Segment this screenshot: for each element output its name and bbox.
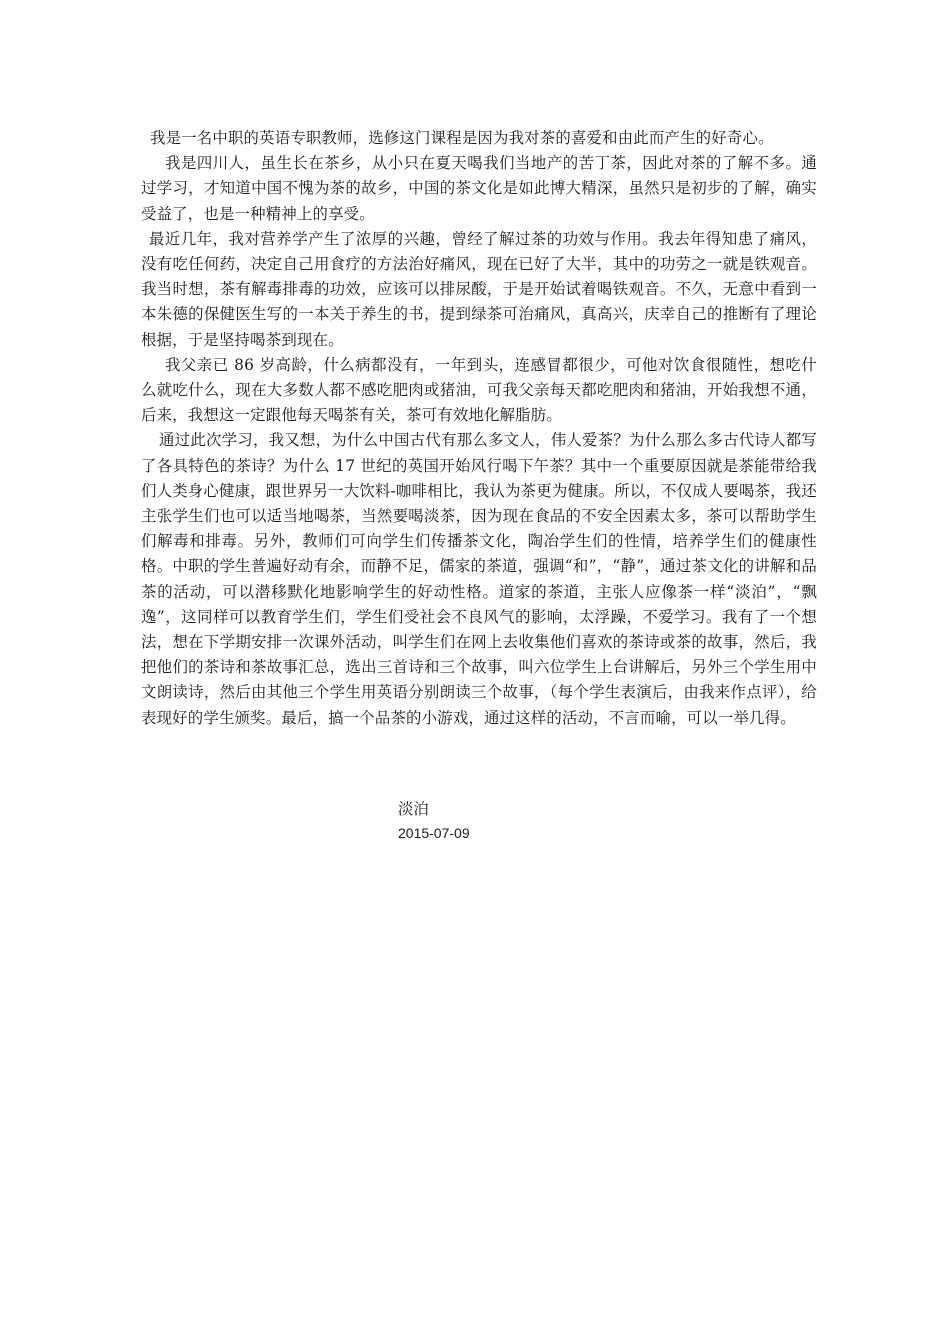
paragraph-2: 我是四川人，虽生长在茶乡，从小只在夏天喝我们当地产的苦丁茶，因此对茶的了解不多。通过学习，才知道中国不愧为茶的故乡，中国的茶文化是如此博大精深，虽然只是初步的了解，确实受益了，也是一种精神上的享受。 [141,154,817,223]
paragraph-3: 最近几年，我对营养学产生了浓厚的兴趣，曾经了解过茶的功效与作用。我去年得知患了痛风，没有吃任何药，决定自己用食疗的方法治好痛风，现在已好了大半，其中的功劳之一就是铁观音。我当时想，茶有解毒排毒的功效，应该可以排尿酸，于是开始试着喝铁观音。不久，无意中看到一本朱德的保健医生写的一本关于养生的书，提到绿茶可治痛风，真高兴，庆幸自己的推断有了理论根据，于是坚持喝茶到现在。 [141,229,817,349]
document-date: 2015-07-09 [398,825,470,841]
document-body [141,126,817,731]
author-signature: 淡泊 [398,800,429,818]
paragraph-5: 通过此次学习，我又想，为什么中国古代有那么多文人，伟人爱茶？为什么那么多古代诗人都写了各具特色的茶诗？为什么 17 世纪的英国开始风行喝下午茶？其中一个重要原因就是茶能带给我们人类身心健康，跟世界另一大饮料-咖啡相比，我认为茶更为健康。所以，不仅成人要喝茶，我还主张学生们也可以适当地喝茶，当然要喝淡茶，因为现在食品的不安全因素太多，茶可以帮助学生们解毒和排毒。另外，教师们可向学生们传播茶文化，陶冶学生们的性情，培养学生们的健康性格。中职的学生普遍好动有余，而静不足，儒家的茶道，强调“和”，“静”，通过茶文化的讲解和品茶的活动，可以潜移默化地影响学生的好动性格。道家的茶道，主张人应像茶一样“淡泊”，“飘逸”，这同样可以教育学生们，学生们受社会不良风气的影响，太浮躁，不爱学习。我有了一个想法，想在下学期安排一次课外活动，叫学生们在网上去收集他们喜欢的茶诗或茶的故事，然后，我把他们的茶诗和茶故事汇总，选出三首诗和三个故事，叫六位学生上台讲解后，另外三个学生用中文朗读诗，然后由其他三个学生用英语分别朗读三个故事，（每个学生表演后，由我来作点评），给表现好的学生颁奖。最后，搞一个品茶的小游戏，通过这样的活动，不言而喻，可以一举几得。 [141,431,817,727]
paragraph-4: 我父亲已 86 岁高龄，什么病都没有，一年到头，连感冒都很少，可他对饮食很随性，想吃什么就吃什么，现在大多数人都不感吃肥肉或猪油，可我父亲每天都吃肥肉和猪油，开始我想不通，后来，我想这一定跟他每天喝茶有关，茶可有效地化解脂肪。 [141,355,817,425]
paragraph-1: 我是一名中职的英语专职教师，选修这门课程是因为我对茶的喜爱和由此而产生的好奇心。 [150,129,774,147]
